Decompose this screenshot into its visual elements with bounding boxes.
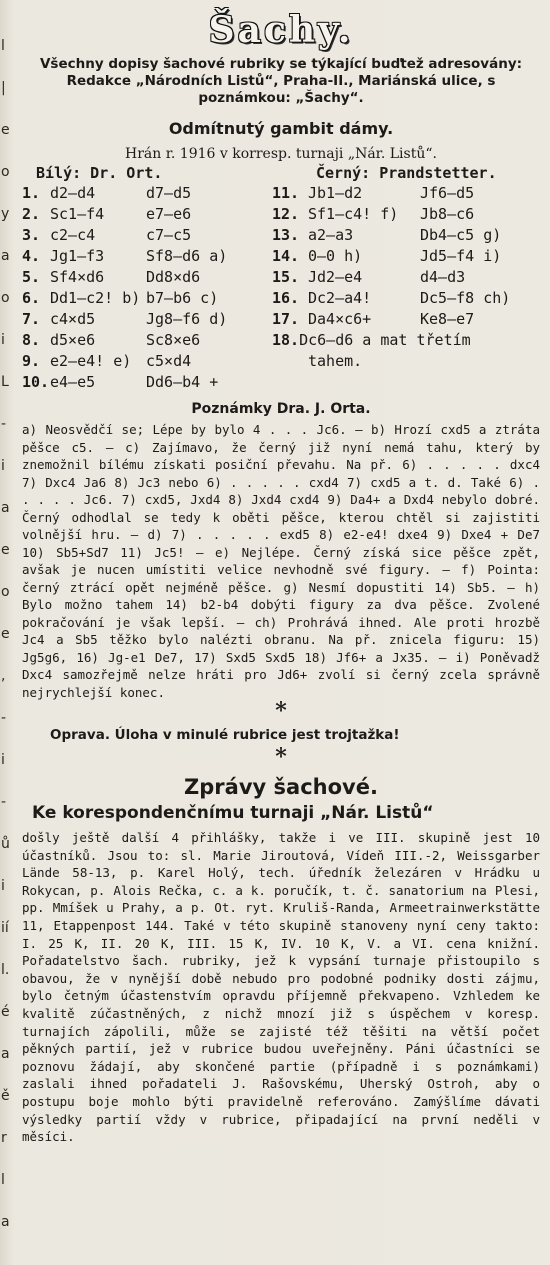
move-row: [22, 330, 540, 351]
black-move: Jg8—f6 d): [146, 310, 228, 328]
move-number: 16.: [272, 289, 300, 307]
black-move: [420, 351, 532, 372]
gutter-fragment: e: [1, 626, 10, 642]
move-number: 2.: [22, 205, 41, 223]
move-number: 14.: [272, 247, 300, 265]
white-move: Dd1—c2! b): [50, 289, 141, 307]
gutter-fragment: -: [1, 794, 7, 810]
black-move: Jf6—d5: [420, 184, 475, 202]
gutter-fragment: y: [1, 206, 10, 222]
white-move: d5×e6: [50, 331, 96, 349]
white-move: c4×d5: [50, 310, 96, 328]
move-pair: [272, 225, 540, 246]
move-pair: [272, 330, 540, 351]
gutter-fragment: l: [1, 1172, 5, 1188]
white-move: d2—d4: [50, 184, 96, 202]
notes-heading: Poznámky Dra. J. Orta.: [191, 401, 371, 417]
move-pair: [22, 288, 272, 309]
move-number: 4.: [22, 247, 41, 265]
move-number: 13.: [272, 226, 300, 244]
gutter-fragment: ií: [1, 920, 9, 936]
black-move: Ke8—e7: [420, 310, 475, 328]
gutter-fragment: a: [1, 500, 10, 516]
white-move: e2—e4! e): [50, 352, 132, 370]
gutter-fragment: a: [1, 248, 10, 264]
news-heading: Zprávy šachové.: [184, 775, 378, 799]
black-move: Jd5—f4 i): [420, 247, 502, 265]
move-number: 7.: [22, 310, 41, 328]
correction-note: Oprava. Úloha v minulé rubrice jest trojtažka!: [50, 727, 400, 743]
move-number: 10.: [22, 373, 50, 391]
move-number: 5.: [22, 268, 41, 286]
gutter-fragment: a: [1, 1046, 10, 1062]
move-pair: [22, 246, 272, 267]
move-row: [22, 288, 540, 309]
players-line: [22, 164, 540, 182]
move-row: [22, 204, 540, 225]
black-move: c7—c5: [146, 226, 192, 244]
black-move: Jb8—c6: [420, 205, 475, 223]
move-number: 11.: [272, 184, 300, 202]
move-pair: [22, 372, 272, 393]
black-move: Dc5—f8 ch): [420, 289, 511, 307]
move-pair: [22, 204, 272, 225]
white-player: Bílý: Dr. Ort.: [36, 164, 163, 182]
black-move: d7—d5: [146, 184, 192, 202]
black-move: e7—e6: [146, 205, 192, 223]
separator-star: *: [275, 698, 287, 724]
gutter-fragment: i: [1, 878, 5, 894]
move-number: 18.: [272, 331, 300, 349]
gutter-fragment: o: [1, 164, 10, 180]
move-number: 1.: [22, 184, 41, 202]
black-player: Černý: Prandstetter.: [316, 164, 497, 182]
gutter-fragment: i: [1, 752, 5, 768]
move-number: 15.: [272, 268, 300, 286]
news-subheading: Ke korespondenčnímu turnaji „Nár. Listů“: [32, 803, 434, 823]
gutter-fragment: é: [1, 1004, 10, 1020]
gutter-fragment: -: [1, 416, 7, 432]
move-row: [22, 246, 540, 267]
gutter-fragment: ů: [1, 836, 10, 852]
black-move: Sc8×e6: [146, 331, 201, 349]
white-move: Da4×c6+: [308, 310, 372, 328]
white-move: Sf1—c4! f): [308, 205, 399, 223]
gutter-fragment: o: [1, 584, 10, 600]
move-row: [22, 309, 540, 330]
white-move: Sc1—f4: [50, 205, 105, 223]
move-pair: [272, 288, 540, 309]
white-move: tahem.: [308, 352, 363, 370]
white-move: Jg1—f3: [50, 247, 105, 265]
move-number: [272, 351, 308, 372]
move-row: [22, 267, 540, 288]
move-number: 17.: [272, 310, 300, 328]
gutter-fragment: ě: [1, 1088, 10, 1104]
white-move: Jb1—d2: [308, 184, 363, 202]
gutter-fragment: L: [1, 374, 9, 390]
news-text: došly ještě další 4 přihlášky, takže i ve III. skupině jest 10 účastníků. Jsou to: sl. Marie Jiroutová, Vídeň III.-2, Weissgarber Lände 58-13, p. Karel Holý, tech. úředník železáren v Hrádku u Rokycan, p. Alois Rečka, c. a k. poručík, t. č. sanatorium na Plesi, pp. Mmíšek u Prahy, a p. Ot. ryt. Kruliš-Randa, Armeetrainwerkstätte 11, Etappenpost 144. Také v této skupině stanoveny nyní ceny takto: I. 25 K, II. 20 K, III. 15 K, IV. 10 K, V. a VI. cena knižní. Pořadatelstvo šach. rubriky, jež k vypsání turnaje přistoupilo s obavou, že v nynější době nebudo pro podobné podniky dosti zájmu, bylo četným účastenstvím opravdu příjemně překvapeno. Vzhledem ke kvalitě zúčastněných, z nichž mnozí již s úspěchem v koresp. turnajích zápolili, může se zajisté též těšiti na větší počet pěkných partií, jež v rubrice budou uveřejněny. Páni účastníci se poznovu žádají, aby skončené partie (případně i s poznámkami) zaslali ihned pořadateli J. Rašovskému, Uherský Ostroh, aby o postupu boje mohlo býti pravidelně referováno. Zamýšlíme dávati výsledky partií vždy v rubrice, připadající na první neděli v měsíci.: [22, 830, 540, 1145]
move-row: [22, 351, 540, 372]
move-pair: [272, 246, 540, 267]
notes-text: a) Neosvědčí se; Lépe by bylo 4 . . . Jc6. — b) Hrozí cxd5 a ztráta pěšce c5. — c) Zajímavo, že černý již nyní nemá tahu, který by znemožnil bílému získati posiční převahu. Na př. 6) . . . . . dxc4 7) Dxc4 Ja6 8) Jc3 nebo 6) . . . . . cxd4 7) cxd5 a t. d. Také 6) . . . . . Jc6. 7) cxd5, Jxd4 8) Jxd4 cxd4 9) Da4+ a Dxd4 nebylo dobré. Černý odhodlal se tedy k oběti pěšce, kterou chtěl si zajistiti volnější hru. — d) 7) . . . . . exd5 8) e2-e4! dxe4 9) Dxe4 + De7 10) Sb5+Sd7 11) Jc5! — e) Nejlépe. Černý získá sice pěšce zpět, avšak je nucen umístiti velice nevhodně své figury. — f) Pointa: černý ztrácí opět nejméně pěšce. g) Nesmí dopustiti 14) Sb5. — h) Bylo možno tahem 14) b2-b4 dobýti figury za dva pěšce. Zvolené pokračování je však lepší. — ch) Prohrává ihned. Ale proti hrozbě Jc4 a Sb5 těžko bylo nalézti obranu. Na př. znicela figuru: 15) Jg5g6, 16) Jg-e1 De7, 17) Sxd5 Sxd5 18) Jf6+ a Jx35. — i) Poněvadž Dxc4 samozřejmě nelze hráti pro Jd6+ zvolí si černý zcela správně nejrychlejší konec.: [22, 422, 540, 700]
black-move: Sf8—d6 a): [146, 247, 228, 265]
white-move: c2—c4: [50, 226, 96, 244]
move-pair: [22, 183, 272, 204]
move-row: [22, 225, 540, 246]
white-move: 0—0 h): [308, 247, 363, 265]
white-move: e4—e5: [50, 373, 96, 391]
chess-column: [22, 8, 540, 1146]
black-move: c5×d4: [146, 352, 192, 370]
move-pair: [272, 309, 540, 330]
move-pair: [22, 225, 272, 246]
move-pair: [22, 267, 272, 288]
move-row: [22, 372, 540, 393]
move-number: 9.: [22, 352, 41, 370]
black-move: Db4—c5 g): [420, 226, 502, 244]
gutter-fragment: i: [1, 458, 5, 474]
gutter-fragment: a: [1, 1214, 10, 1230]
move-list: [22, 183, 540, 393]
white-move: Jd2—e4: [308, 268, 363, 286]
gutter-fragment: -: [1, 710, 7, 726]
move-number: 3.: [22, 226, 41, 244]
move-pair: [272, 204, 540, 225]
left-margin-fragments: [0, 0, 12, 1265]
gutter-fragment: r: [1, 1130, 7, 1146]
move-pair: [272, 372, 540, 393]
black-move: b7—b6 c): [146, 289, 219, 307]
intro-notice: Všechny dopisy šachové rubriky se týkající buďtež adresovány: Redakce „Národních Listů“, Praha-II., Mariánská ulice, s poznámkou: „Šachy“.: [39, 56, 523, 106]
game-heading: Odmítnutý gambit dámy.: [168, 119, 394, 138]
gutter-fragment: |: [1, 80, 6, 96]
move-pair: [272, 351, 540, 372]
game-meta: Hrán r. 1916 v korresp. turnaji „Nár. Listů“.: [125, 146, 437, 162]
separator-star: *: [275, 744, 287, 770]
move-number: 8.: [22, 331, 41, 349]
move-pair: [22, 330, 272, 351]
black-move: Dd6—b4 +: [146, 373, 219, 391]
black-move: d4—d3: [420, 268, 466, 286]
gutter-fragment: o: [1, 290, 10, 306]
move-row: [22, 183, 540, 204]
white-move: Sf4×d6: [50, 268, 105, 286]
gutter-fragment: l.: [1, 962, 10, 978]
black-move: [471, 330, 540, 351]
gutter-fragment: l: [1, 38, 5, 54]
column-title: Šachy.: [208, 9, 354, 51]
move-pair: [22, 351, 272, 372]
move-number: 6.: [22, 289, 41, 307]
move-pair: [272, 267, 540, 288]
white-move: Dc2—a4!: [308, 289, 372, 307]
gutter-fragment: e: [1, 542, 10, 558]
white-move: a2—a3: [308, 226, 354, 244]
move-pair: [272, 183, 540, 204]
gutter-fragment: ,: [1, 668, 6, 684]
black-move: Dd8×d6: [146, 268, 201, 286]
white-move: Dc6—d6 a mat třetím: [299, 331, 471, 349]
move-number: 12.: [272, 205, 300, 223]
move-pair: [22, 309, 272, 330]
gutter-fragment: i: [1, 332, 5, 348]
gutter-fragment: e: [1, 122, 10, 138]
